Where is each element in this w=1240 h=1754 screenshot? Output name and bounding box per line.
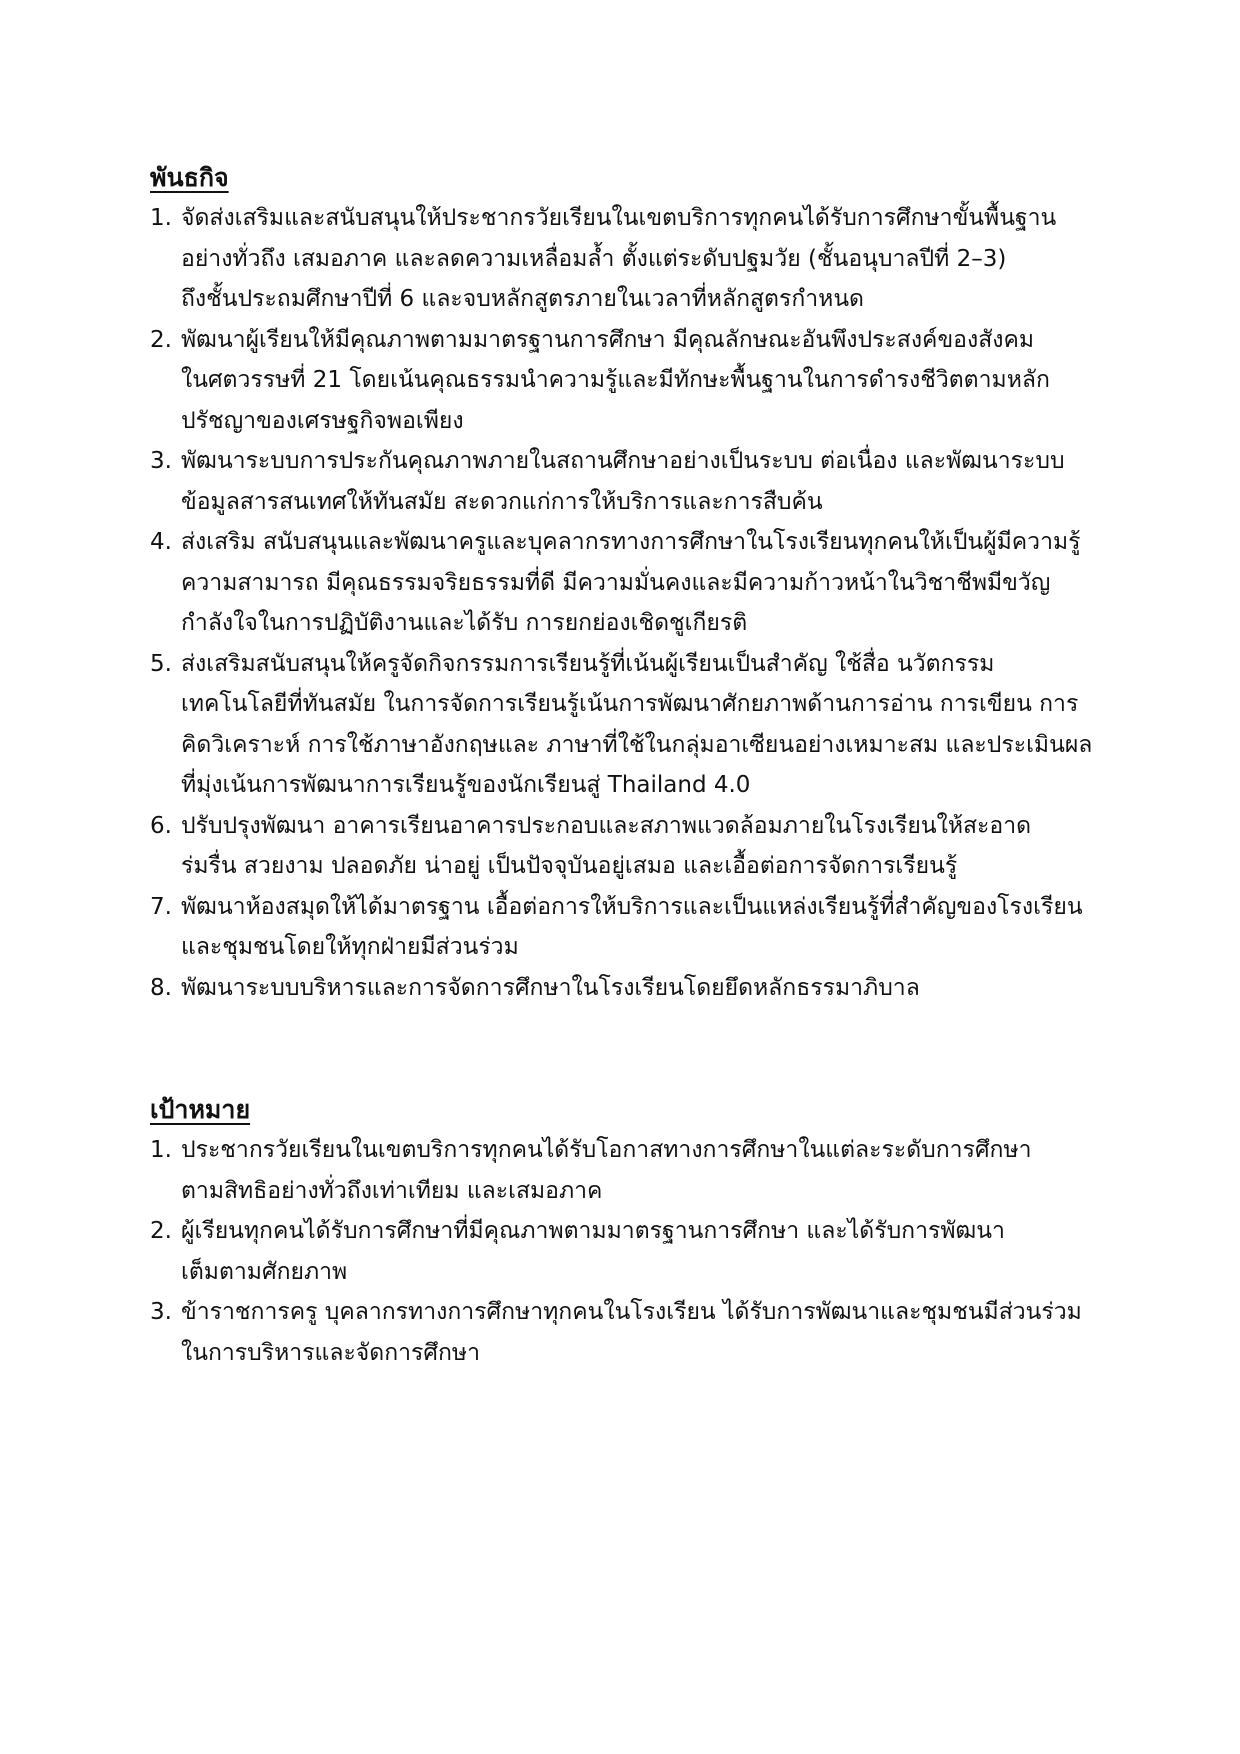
goal-item	[150, 1211, 1090, 1292]
item-number: 3.	[150, 1299, 172, 1325]
goals-section	[150, 1090, 1090, 1373]
item-number: 8.	[150, 974, 172, 1001]
mission-item	[150, 441, 1090, 522]
item-line: ส่งเสริม สนับสนุนและพัฒนาครูและบุคลากรทางการศึกษาในโรงเรียนทุกคนให้เป็นผู้มีความรู้	[181, 529, 1081, 555]
item-line: ตามสิทธิอย่างทั่วถึงเท่าเทียม และเสมอภาค	[181, 1177, 603, 1204]
item-line: ปรับปรุงพัฒนา อาคารเรียนอาคารประกอบและสภาพแวดล้อมภายในโรงเรียนให้สะอาด	[181, 812, 1032, 839]
item-number: 6.	[150, 812, 172, 839]
item-line: คิดวิเคราะห์ การใช้ภาษาอังกฤษและ ภาษาที่ใช้ในกลุ่มอาเซียนอย่างเหมาะสม และประเมินผล	[181, 731, 1093, 758]
item-line: พัฒนาระบบบริหารและการจัดการศึกษาในโรงเรียนโดยยึดหลักธรรมาภิบาล	[181, 974, 920, 1001]
item-number: 3.	[150, 448, 172, 474]
mission-item	[150, 887, 1090, 968]
item-line: และชุมชนโดยให้ทุกฝ่ายมีส่วนร่วม	[181, 934, 519, 960]
mission-item	[150, 320, 1090, 442]
item-line: จัดส่งเสริมและสนับสนุนให้ประชากรวัยเรียนในเขตบริการทุกคนได้รับการศึกษาขั้นพื้นฐาน	[181, 205, 1057, 231]
item-number: 4.	[150, 529, 172, 555]
item-line: พัฒนาห้องสมุดให้ได้มาตรฐาน เอื้อต่อการให้บริการและเป็นแหล่งเรียนรู้ที่สำคัญของโรงเรียน	[181, 893, 1083, 920]
mission-section	[150, 158, 1093, 1008]
mission-item	[150, 968, 1090, 1009]
item-line: ในการบริหารและจัดการศึกษา	[181, 1339, 481, 1366]
item-number: 7.	[150, 893, 172, 920]
mission-heading: พันธกิจ	[150, 163, 229, 192]
item-number: 1.	[150, 1137, 172, 1163]
item-line: ในศตวรรษที่ 21 โดยเน้นคุณธรรมนำความรู้และมีทักษะพื้นฐานในการดำรงชีวิตตามหลัก	[181, 367, 1050, 393]
goals-list	[150, 1130, 1090, 1373]
mission-item	[150, 644, 1093, 806]
item-line: อย่างทั่วถึง เสมอภาค และลดความเหลื่อมล้ำ ตั้งแต่ระดับปฐมวัย (ชั้นอนุบาลปีที่ 2–3)	[181, 245, 1007, 272]
goals-heading: เป้าหมาย	[150, 1095, 251, 1124]
mission-list	[150, 198, 1093, 1008]
item-line: กำลังใจในการปฏิบัติงานและได้รับ การยกย่องเชิดชูเกียรติ	[181, 610, 748, 636]
item-line: พัฒนาผู้เรียนให้มีคุณภาพตามมาตรฐานการศึกษา มีคุณลักษณะอันพึงประสงค์ของสังคม	[181, 326, 1035, 353]
goal-item	[150, 1292, 1090, 1373]
item-line: พัฒนาระบบการประกันคุณภาพภายในสถานศึกษาอย่างเป็นระบบ ต่อเนื่อง และพัฒนาระบบ	[181, 448, 1065, 474]
item-line: ประชากรวัยเรียนในเขตบริการทุกคนได้รับโอกาสทางการศึกษาในแต่ละระดับการศึกษา	[181, 1137, 1032, 1163]
item-line: ปรัชญาของเศรษฐกิจพอเพียง	[181, 407, 464, 434]
mission-item	[150, 806, 1090, 887]
item-line: ร่มรื่น สวยงาม ปลอดภัย น่าอยู่ เป็นปัจจุบันอยู่เสมอ และเอื้อต่อการจัดการเรียนรู้	[181, 853, 958, 879]
item-line: ข้าราชการครู บุคลากรทางการศึกษาทุกคนในโรงเรียน ได้รับการพัฒนาและชุมชนมีส่วนร่วม	[181, 1299, 1082, 1325]
item-line: ส่งเสริมสนับสนุนให้ครูจัดกิจกรรมการเรียนรู้ที่เน้นผู้เรียนเป็นสำคัญ ใช้สื่อ นวัตกรรม	[181, 650, 995, 677]
item-line: ผู้เรียนทุกคนได้รับการศึกษาที่มีคุณภาพตามมาตรฐานการศึกษา และได้รับการพัฒนา	[181, 1218, 1005, 1244]
item-number: 2.	[150, 326, 172, 353]
goal-item	[150, 1130, 1090, 1211]
item-line: ข้อมูลสารสนเทศให้ทันสมัย สะดวกแก่การให้บริการและการสืบค้น	[181, 488, 823, 515]
item-line: เทคโนโลยีที่ทันสมัย ในการจัดการเรียนรู้เน้นการพัฒนาศักยภาพด้านการอ่าน การเขียน การ	[181, 691, 1079, 717]
item-number: 5.	[150, 650, 172, 677]
item-line: ถึงชั้นประถมศึกษาปีที่ 6 และจบหลักสูตรภายในเวลาที่หลักสูตรกำหนด	[181, 286, 864, 312]
mission-item	[150, 198, 1090, 320]
mission-item	[150, 522, 1090, 644]
item-number: 1.	[150, 205, 172, 231]
item-line: ความสามารถ มีคุณธรรมจริยธรรมที่ดี มีความมั่นคงและมีความก้าวหน้าในวิชาชีพมีขวัญ	[181, 569, 1051, 596]
item-line: เต็มตามศักยภาพ	[181, 1258, 348, 1285]
item-line: ที่มุ่งเน้นการพัฒนาการเรียนรู้ของนักเรียนสู่ Thailand 4.0	[181, 772, 751, 798]
item-number: 2.	[150, 1218, 172, 1244]
